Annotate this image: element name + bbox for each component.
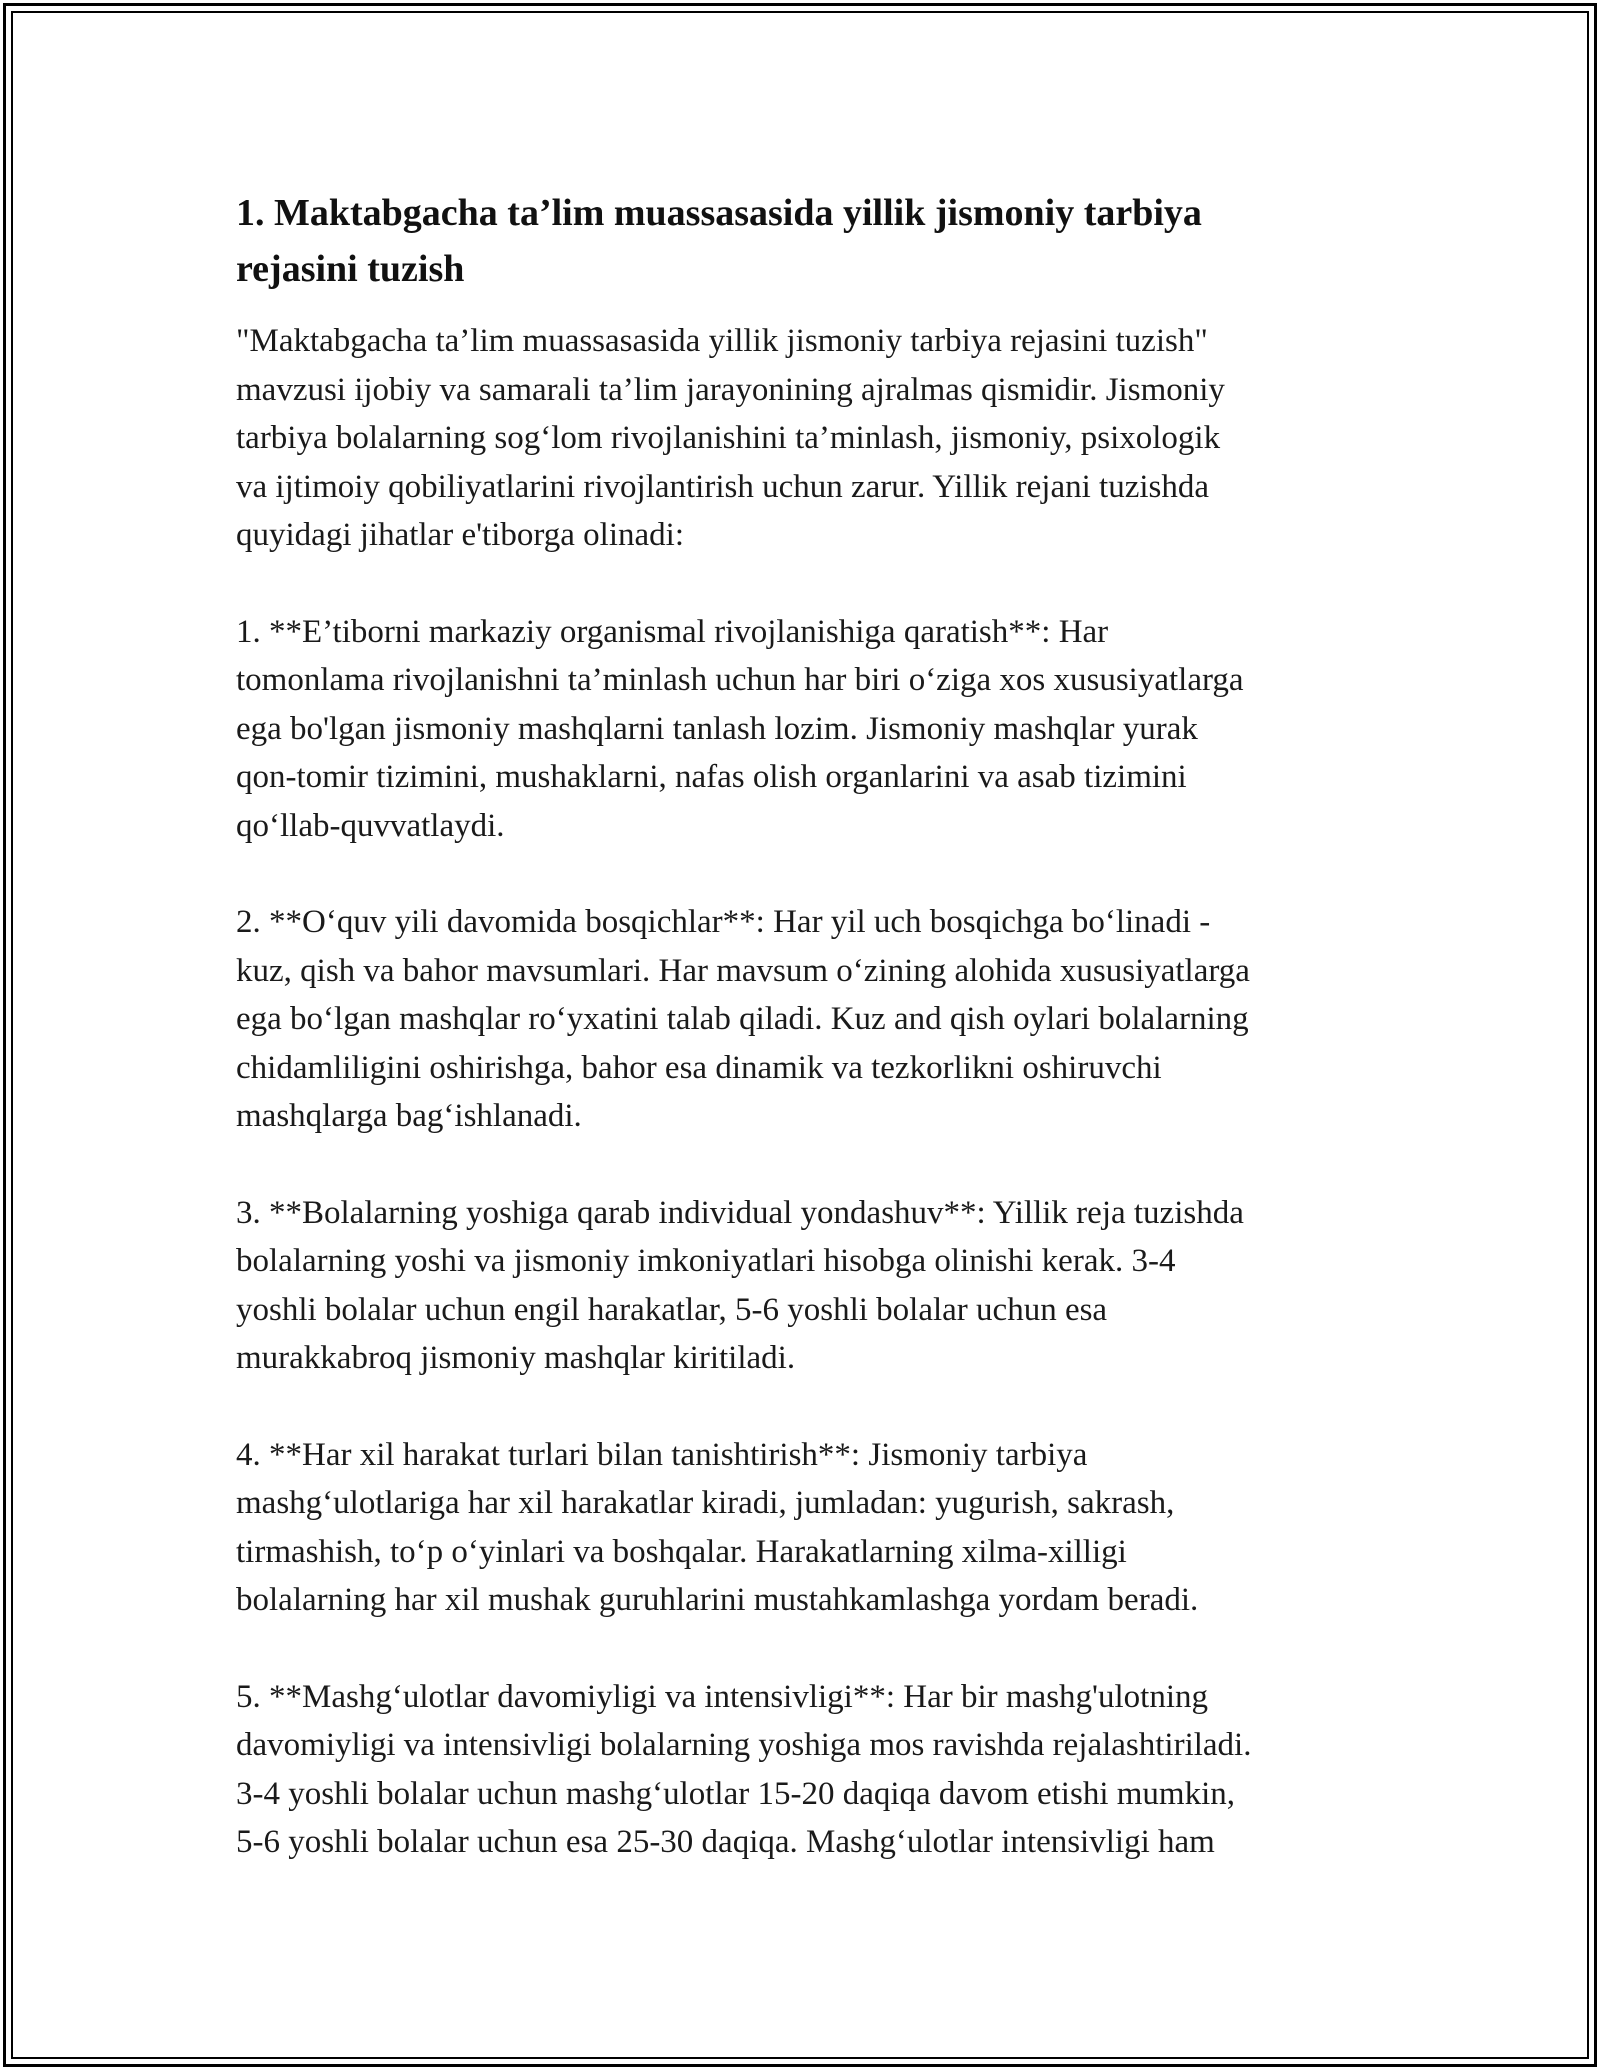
list-item-2: 2. **O‘quv yili davomida bosqichlar**: Har yil uch bosqichga bo‘linadi - kuz, qish va bahor mavsumlari. Har mavsum o‘zining alohida xususiyatlarga ega bo‘lgan mashqlar ro‘yxatini talab qiladi. Kuz and qish oylari bolalarning chidamliligini oshirishga, bahor esa dinamik va tezkorlikni oshiruvchi mashqlarga bag‘ishlanadi. [236,904,1250,1134]
list-item-1: 1. **E’tiborni markaziy organismal rivojlanishiga qaratish**: Har tomonlama rivojlanishni ta’minlash uchun har biri o‘ziga xos xususiyatlarga ega bo'lgan jismoniy mashqlarni tanlash lozim. Jismoniy mashqlar yurak qon-tomir tizimini, mushaklarni, nafas olish organlarini va asab tizimini qo‘llab-quvvatlaydi. [236,613,1244,844]
list-item-5: 5. **Mashg‘ulotlar davomiyligi va intensivligi**: Har bir mashg'ulotning davomiyligi va intensivligi bolalarning yoshiga mos ravishda rejalashtiriladi. 3-4 yoshli bolalar uchun mashg‘ulotlar 15-20 daqiqa davom etishi mumkin, 5-6 yoshli bolalar uchun esa 25-30 daqiqa. Mashg‘ulotlar intensivligi ham [236,1678,1252,1860]
list-item-4: 4. **Har xil harakat turlari bilan tanishtirish**: Jismoniy tarbiya mashg‘ulotlariga har xil harakatlar kiradi, jumladan: yugurish, sakrash, tirmashish, to‘p o‘yinlari va boshqalar. Harakatlarning xilma-xilligi bolalarning har xil mushak guruhlarini mustahkamlashga yordam beradi. [236,1436,1199,1618]
document-body [236,185,1386,1915]
intro-paragraph: "Maktabgacha ta’lim muassasasida yillik jismoniy tarbiya rejasini tuzish" mavzusi ijobiy va samarali ta’lim jarayonining ajralmas qismidir. Jismoniy tarbiya bolalarning sog‘lom rivojlanishini ta’minlash, jismoniy, psixologik va ijtimoiy qobiliyatlarini rivojlantirish uchun zarur. Yillik rejani tuzishda quyidagi jihatlar e'tiborga olinadi: [236,323,1225,553]
page-title: 1. Maktabgacha ta’lim muassasasida yillik jismoniy tarbiya rejasini tuzish [236,192,1202,290]
list-item-3: 3. **Bolalarning yoshiga qarab individual yondashuv**: Yillik reja tuzishda bolalarning yoshi va jismoniy imkoniyatlari hisobga olinishi kerak. 3-4 yoshli bolalar uchun engil harakatlar, 5-6 yoshli bolalar uchun esa murakkabroq jismoniy mashqlar kiritiladi. [236,1194,1244,1376]
